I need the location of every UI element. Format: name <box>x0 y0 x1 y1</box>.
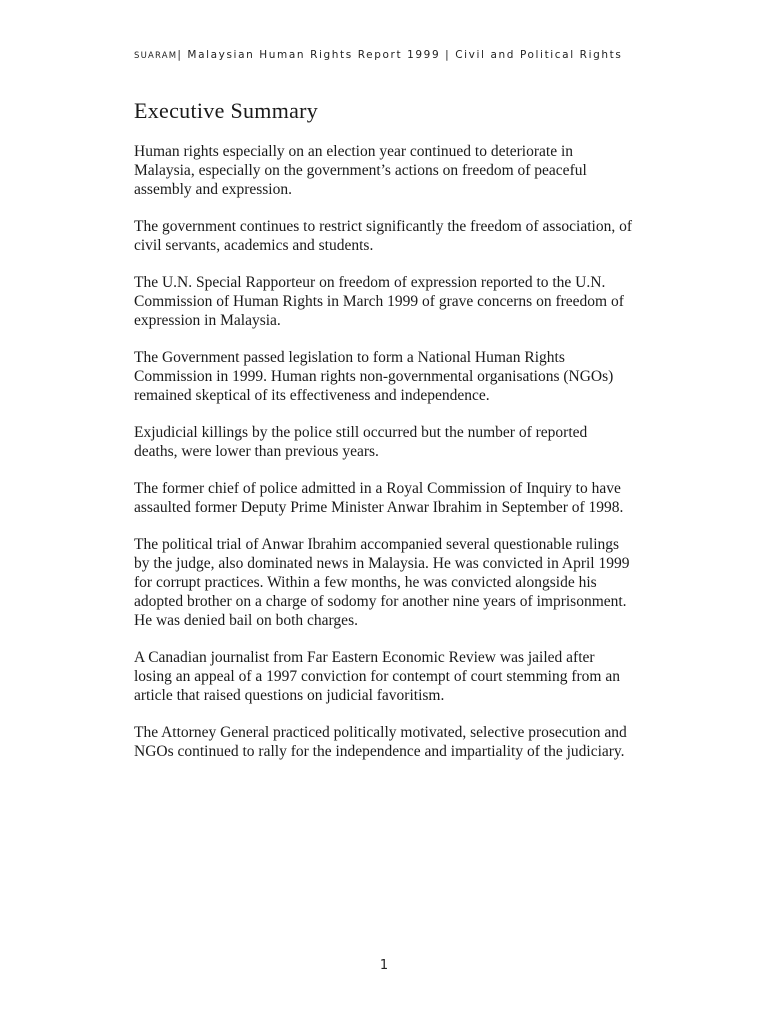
page-number: 1 <box>379 958 389 973</box>
paragraph-4: The Government passed legislation to form a National Human Rights Commission in 1999. Human rights non-governmental organisations (NGOs) remained skeptical of its effectiveness and independence. <box>134 349 614 404</box>
paragraph-5: Exjudicial killings by the police still occurred but the number of reported deaths, were lower than previous years. <box>134 424 588 460</box>
paragraph-6: The former chief of police admitted in a Royal Commission of Inquiry to have assaulted former Deputy Prime Minister Anwar Ibrahim in September of 1998. <box>134 480 624 516</box>
summary-body <box>134 142 634 779</box>
paragraph-9: The Attorney General practiced politically motivated, selective prosecution and NGOs continued to rally for the independence and impartiality of the judiciary. <box>134 724 627 760</box>
paragraph-1: Human rights especially on an election year continued to deteriorate in Malaysia, especially on the government’s actions on freedom of peaceful assembly and expression. <box>134 143 587 198</box>
page-title: Executive Summary <box>134 98 319 123</box>
header-text: | Malaysian Human Rights Report 1999 | Civil and Political Rights <box>177 49 623 61</box>
paragraph-8: A Canadian journalist from Far Eastern Economic Review was jailed after losing an appeal of a 1997 conviction for contempt of court stemming from an article that raised questions on judicial favoritism. <box>134 649 620 704</box>
header-org: SUARAM <box>134 51 178 61</box>
paragraph-2: The government continues to restrict significantly the freedom of association, of civil servants, academics and students. <box>134 218 633 254</box>
running-header <box>134 49 622 61</box>
paragraph-7: The political trial of Anwar Ibrahim accompanied several questionable rulings by the judge, also dominated news in Malaysia. He was convicted in April 1999 for corrupt practices. Within a few months, he was convicted alongside his adopted brother on a charge of sodomy for another nine years of imprisonment. He was denied bail on both charges. <box>134 536 630 629</box>
paragraph-3: The U.N. Special Rapporteur on freedom of expression reported to the U.N. Commission of Human Rights in March 1999 of grave concerns on freedom of expression in Malaysia. <box>134 274 624 329</box>
